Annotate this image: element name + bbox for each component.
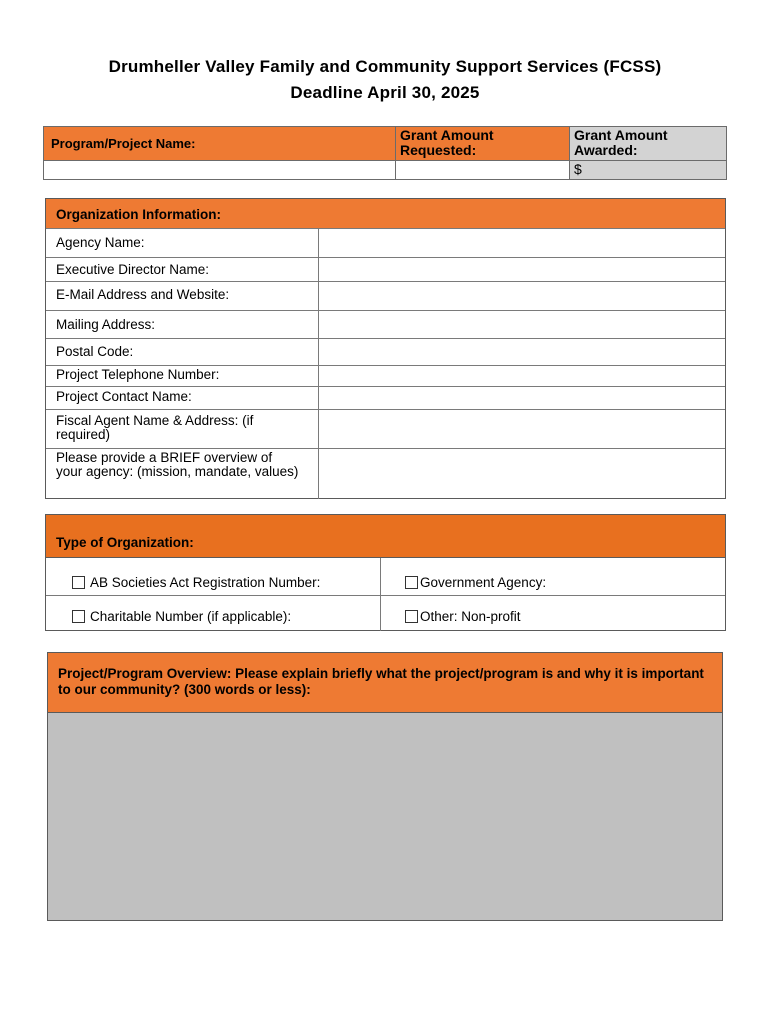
type-row-2 [46,595,725,631]
agency-name-label: Agency Name: [46,229,319,258]
option-government-agency[interactable] [381,558,725,595]
charitable-number-label: Charitable Number (if applicable): [90,609,292,624]
project-overview-field[interactable] [48,713,722,920]
government-agency-label: Government Agency: [420,575,547,590]
checkbox-ab-societies[interactable] [72,576,85,589]
option-charitable-number[interactable] [46,596,381,631]
contact-name-field[interactable] [319,387,725,410]
org-row-contact-name [46,386,725,410]
telephone-field[interactable] [319,366,725,387]
postal-code-label: Postal Code: [46,339,319,366]
type-row-1 [46,558,725,595]
checkbox-other-nonprofit[interactable] [405,610,418,623]
project-overview-section [47,652,723,921]
agency-name-field[interactable] [319,229,725,258]
checkbox-government-agency[interactable] [405,576,418,589]
org-row-telephone [46,365,725,387]
organization-type-section [45,514,726,631]
title-line-1: Drumheller Valley Family and Community Support Services (FCSS) [108,57,662,76]
org-row-mailing-address [46,310,725,339]
mailing-address-field[interactable] [319,311,725,339]
org-row-agency-overview [46,448,725,499]
fiscal-agent-label: Fiscal Agent Name & Address: (if required) [46,410,319,449]
ab-societies-label: AB Societies Act Registration Number: [90,575,321,590]
grant-requested-label: Grant Amount Requested: [396,127,570,161]
postal-code-field[interactable] [319,339,725,366]
grant-awarded-label: Grant Amount Awarded: [570,127,727,161]
grant-awarded-field[interactable]: $ [570,161,727,180]
title-line-2: Deadline April 30, 2025 [290,83,480,102]
checkbox-charitable-number[interactable] [72,610,85,623]
project-overview-heading: Project/Program Overview: Please explain briefly what the project/program is and why it is important to our community? (300 words or less): [48,653,722,713]
agency-overview-field[interactable] [319,449,725,499]
email-website-field[interactable] [319,282,725,311]
fiscal-agent-field[interactable] [319,410,725,449]
organization-info-heading: Organization Information: [46,199,725,229]
option-ab-societies[interactable] [46,558,381,595]
contact-name-label: Project Contact Name: [46,387,319,410]
org-row-agency-name [46,228,725,258]
email-website-label: E-Mail Address and Website: [46,282,319,311]
mailing-address-label: Mailing Address: [46,311,319,339]
executive-director-field[interactable] [319,258,725,282]
grant-requested-field[interactable] [396,161,570,180]
other-nonprofit-label: Other: Non-profit [420,609,521,624]
org-row-email-website [46,281,725,311]
grant-table [43,126,727,180]
executive-director-label: Executive Director Name: [46,258,319,282]
telephone-label: Project Telephone Number: [46,366,319,387]
form-title [0,54,770,106]
program-name-label: Program/Project Name: [44,127,396,161]
organization-type-heading: Type of Organization: [46,515,725,558]
organization-info-section [45,198,726,499]
option-other-nonprofit[interactable] [381,596,725,631]
org-row-postal-code [46,338,725,366]
org-row-fiscal-agent [46,409,725,449]
org-row-executive-director [46,257,725,282]
program-name-field[interactable] [44,161,396,180]
agency-overview-label: Please provide a BRIEF overview of your agency: (mission, mandate, values) [46,449,319,499]
